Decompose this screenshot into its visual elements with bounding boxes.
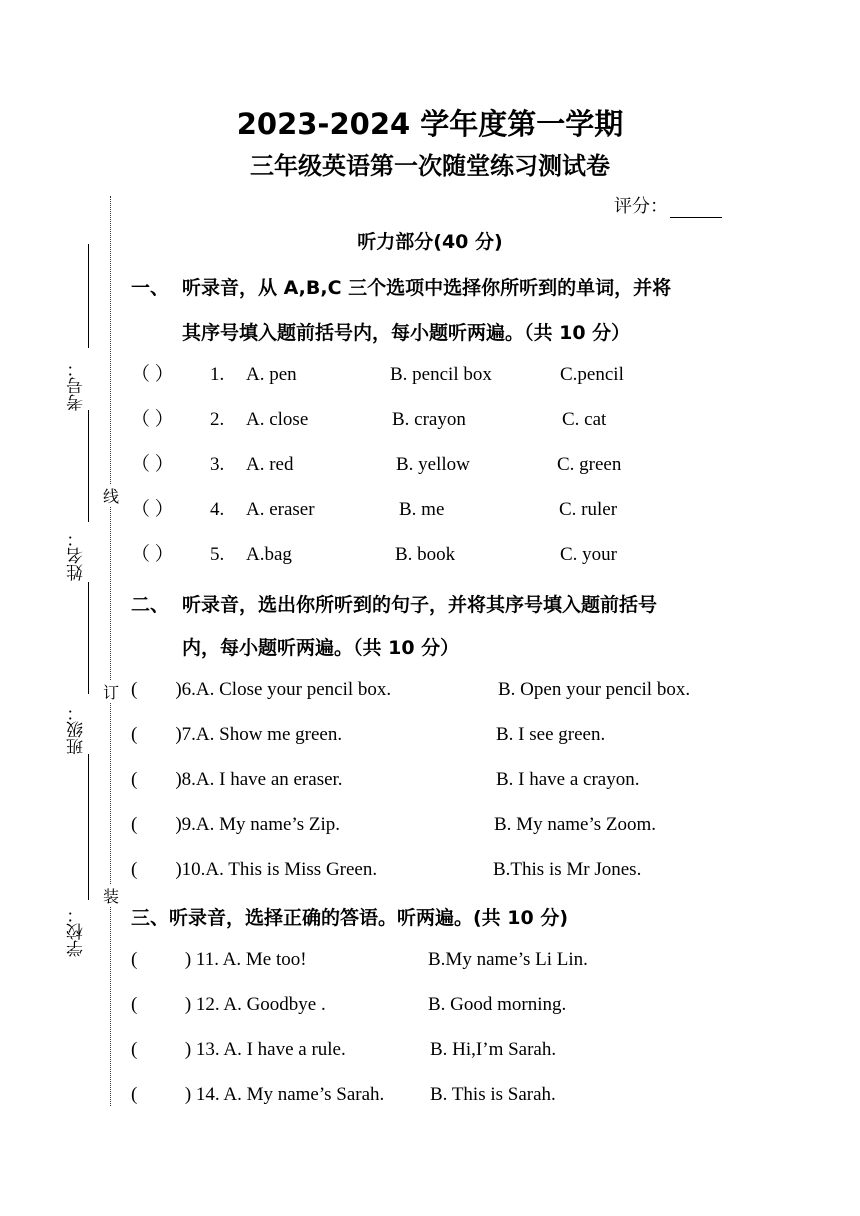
exam-number-label: 考号：	[67, 360, 87, 411]
option-a: A. eraser	[246, 499, 315, 520]
exam-title: 2023-2024 学年度第一学期	[236, 107, 624, 141]
question-row	[0, 813, 860, 837]
exam-number-blank[interactable]	[88, 244, 89, 348]
option-c: C. green	[557, 454, 622, 475]
section-1-instructions-line1: 听录音，从 A,B,C 三个选项中选择你所听到的单词，并将	[182, 277, 672, 299]
option-b: B.My name’s Li Lin.	[428, 949, 588, 970]
section-1-number: 一、	[131, 277, 170, 299]
answer-bracket[interactable]: （ ）	[131, 364, 174, 385]
question-row	[0, 678, 860, 702]
question-option-a[interactable]: ( )7.A. Show me green.	[131, 724, 343, 745]
question-option-a[interactable]: ( )6.A. Close your pencil box.	[131, 679, 392, 700]
section-2-number: 二、	[131, 594, 170, 616]
option-c: C.pencil	[560, 364, 624, 385]
listening-part-title: 听力部分(40 分)	[357, 231, 503, 253]
option-b: B. This is Sarah.	[430, 1084, 556, 1105]
answer-bracket[interactable]: （ ）	[131, 499, 174, 520]
section-3-instructions: 三、听录音，选择正确的答语。听两遍。(共 10 分)	[131, 907, 569, 929]
question-number: 1.	[210, 364, 225, 385]
option-b: B. Open your pencil box.	[498, 679, 691, 700]
question-row	[0, 948, 860, 972]
option-b: B. crayon	[392, 409, 466, 430]
option-b: B. I have a crayon.	[496, 769, 640, 790]
section-2-instructions-line1: 听录音，选出你所听到的句子，并将其序号填入题前括号	[182, 594, 658, 616]
option-a: A.bag	[246, 544, 292, 565]
binding-mark-staple: 订	[101, 680, 121, 703]
name-label: 姓名：	[67, 530, 87, 581]
option-b: B. Hi,I’m Sarah.	[430, 1039, 557, 1060]
score-blank[interactable]	[670, 199, 722, 218]
answer-bracket[interactable]: （ ）	[131, 544, 174, 565]
answer-bracket[interactable]: （ ）	[131, 454, 174, 475]
option-b: B. yellow	[396, 454, 470, 475]
question-option-a[interactable]: ( ) 12. A. Goodbye .	[131, 994, 326, 1015]
binding-mark-line: 线	[101, 484, 121, 507]
class-label: 班级：	[67, 704, 87, 755]
option-c: C. cat	[562, 409, 607, 430]
score-field	[614, 192, 722, 218]
question-row	[0, 363, 860, 387]
question-option-a[interactable]: ( ) 11. A. Me too!	[131, 949, 307, 970]
section-2-instructions-line2: 内，每小题听两遍。（共 10 分）	[182, 637, 460, 659]
option-a: A. pen	[246, 364, 297, 385]
section-1-instructions-line2: 其序号填入题前括号内，每小题听两遍。（共 10 分）	[182, 322, 631, 344]
school-label: 学校：	[67, 906, 87, 957]
question-option-a[interactable]: ( ) 13. A. I have a rule.	[131, 1039, 346, 1060]
question-row	[0, 498, 860, 522]
question-option-a[interactable]: ( )9.A. My name’s Zip.	[131, 814, 340, 835]
question-number: 5.	[210, 544, 225, 565]
score-label: 评分：	[614, 196, 668, 217]
question-row	[0, 543, 860, 567]
option-c: C. ruler	[559, 499, 618, 520]
question-row	[0, 993, 860, 1017]
option-b: B. I see green.	[496, 724, 606, 745]
question-option-a[interactable]: ( ) 14. A. My name’s Sarah.	[131, 1084, 385, 1105]
question-row	[0, 858, 860, 882]
question-option-a[interactable]: ( )8.A. I have an eraser.	[131, 769, 343, 790]
question-number: 2.	[210, 409, 225, 430]
binding-mark-bind: 装	[101, 884, 121, 907]
answer-bracket[interactable]: （ ）	[131, 409, 174, 430]
exam-subtitle: 三年级英语第一次随堂练习测试卷	[250, 152, 610, 180]
question-row	[0, 453, 860, 477]
question-number: 4.	[210, 499, 225, 520]
question-row	[0, 408, 860, 432]
question-row	[0, 1083, 860, 1107]
option-b: B. me	[399, 499, 445, 520]
option-a: A. red	[246, 454, 294, 475]
option-c: C. your	[560, 544, 617, 565]
option-b: B. pencil box	[390, 364, 492, 385]
question-option-a[interactable]: ( )10.A. This is Miss Green.	[131, 859, 378, 880]
question-number: 3.	[210, 454, 225, 475]
option-b: B.This is Mr Jones.	[493, 859, 642, 880]
question-row	[0, 1038, 860, 1062]
question-row	[0, 768, 860, 792]
option-a: A. close	[246, 409, 309, 430]
question-row	[0, 723, 860, 747]
option-b: B. My name’s Zoom.	[494, 814, 657, 835]
option-b: B. book	[395, 544, 456, 565]
option-b: B. Good morning.	[428, 994, 567, 1015]
